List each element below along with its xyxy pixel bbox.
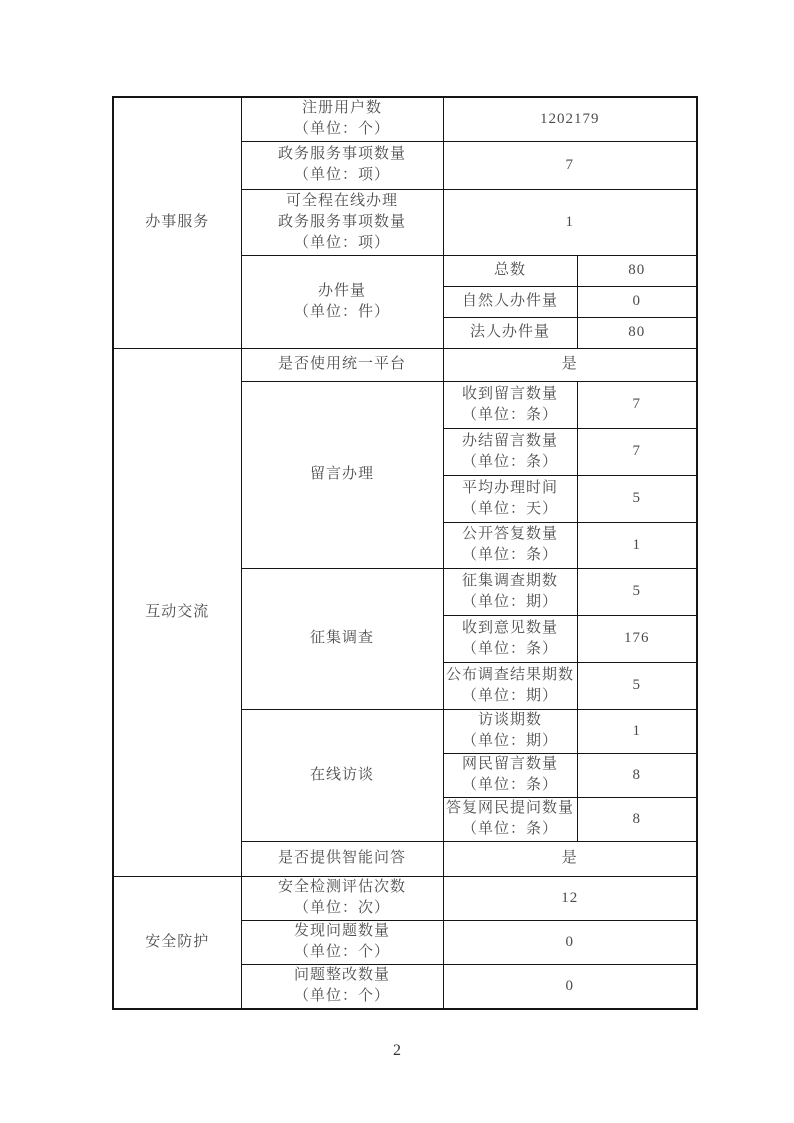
- sub-unit-line: （单位：期）: [461, 687, 558, 704]
- sub-label-messages-received: [443, 381, 577, 428]
- sub-label-line: 访谈期数: [477, 712, 542, 728]
- value-messages-received: 7: [577, 381, 697, 428]
- item-label-line: 注册用户数: [301, 100, 382, 117]
- value-smart-qa: 是: [443, 841, 697, 876]
- sub-label-messages-resolved: [443, 428, 577, 475]
- item-label-smart-qa: 是否提供智能问答: [241, 841, 443, 876]
- item-unit-line: （单位：件）: [293, 303, 390, 320]
- item-unit-line: （单位：项）: [293, 167, 390, 183]
- sub-unit-line: （单位：天）: [461, 500, 558, 517]
- page-number: 2: [393, 1042, 401, 1059]
- sub-label-line: 办结留言数量: [461, 432, 558, 449]
- sub-label-interview-periods: [443, 709, 577, 753]
- sub-label-legal-person: 法人办件量: [443, 317, 577, 348]
- category-cell-interaction: 互动交流: [113, 348, 241, 876]
- sub-label-results-published: [443, 662, 577, 709]
- item-label-service-items: [241, 141, 443, 189]
- sub-unit-line: （单位：条）: [461, 821, 558, 837]
- item-label-unified-platform: 是否使用统一平台: [241, 348, 443, 381]
- value-problems-found: 0: [443, 920, 697, 964]
- value-security-checks: 12: [443, 876, 697, 920]
- item-label-problems-found: [241, 920, 443, 964]
- sub-unit-line: （单位：条）: [461, 640, 558, 657]
- item-label-line: 政务服务事项数量: [277, 146, 406, 162]
- value-registered-users: 1202179: [443, 97, 697, 141]
- value-results-published: 5: [577, 662, 697, 709]
- group-label-survey: 征集调查: [241, 568, 443, 709]
- sub-unit-line: （单位：期）: [461, 593, 558, 610]
- category-cell-service: 办事服务: [113, 97, 241, 348]
- value-problems-fixed: 0: [443, 964, 697, 1009]
- sub-unit-line: （单位：期）: [461, 733, 558, 749]
- value-legal-person: 80: [577, 317, 697, 348]
- sub-label-total: 总数: [443, 255, 577, 286]
- value-messages-resolved: 7: [577, 428, 697, 475]
- sub-label-line: 收到意见数量: [461, 619, 558, 636]
- sub-label-netizen-replies: [443, 797, 577, 841]
- sub-unit-line: （单位：条）: [461, 453, 558, 470]
- value-interview-periods: 1: [577, 709, 697, 753]
- table-row: [113, 97, 697, 141]
- sub-label-line: 公开答复数量: [461, 526, 558, 542]
- sub-label-line: 网民留言数量: [461, 756, 558, 772]
- sub-label-average-handling-time: [443, 475, 577, 522]
- item-label-online-service-items: [241, 189, 443, 255]
- sub-unit-line: （单位：条）: [461, 406, 558, 423]
- sub-label-line: 公布调查结果期数: [445, 666, 574, 683]
- sub-label-public-replies: [443, 522, 577, 568]
- value-online-service-items: 1: [443, 189, 697, 255]
- value-netizen-replies: 8: [577, 797, 697, 841]
- sub-label-opinions-received: [443, 615, 577, 662]
- item-label-registered-users: [241, 97, 443, 141]
- table-row: [113, 348, 697, 381]
- value-unified-platform: 是: [443, 348, 697, 381]
- item-unit-line: （单位：次）: [293, 900, 390, 916]
- report-table: [112, 96, 698, 1010]
- value-netizen-messages: 8: [577, 753, 697, 797]
- sub-label-line: 征集调查期数: [461, 572, 558, 589]
- sub-label-line: 答复网民提问数量: [445, 800, 574, 816]
- sub-label-netizen-messages: [443, 753, 577, 797]
- item-unit-line: （单位：个）: [293, 121, 390, 138]
- item-unit-line: （单位：个）: [293, 944, 390, 960]
- group-label-message-handling: 留言办理: [241, 381, 443, 568]
- item-label-problems-fixed: [241, 964, 443, 1009]
- value-public-replies: 1: [577, 522, 697, 568]
- item-label-security-checks: [241, 876, 443, 920]
- category-cell-security: 安全防护: [113, 876, 241, 1009]
- sub-unit-line: （单位：条）: [461, 547, 558, 563]
- item-unit-line: （单位：个）: [293, 988, 390, 1005]
- item-unit-line: （单位：项）: [293, 234, 390, 251]
- sub-label-line: 平均办理时间: [461, 479, 558, 496]
- value-opinions-received: 176: [577, 615, 697, 662]
- item-label-line: 发现问题数量: [293, 923, 390, 939]
- item-label-line: 办件量: [317, 282, 366, 299]
- sub-label-line: 收到留言数量: [461, 385, 558, 402]
- item-label-line: 问题整改数量: [293, 967, 390, 984]
- value-service-items: 7: [443, 141, 697, 189]
- value-natural-person: 0: [577, 286, 697, 317]
- value-survey-periods: 5: [577, 568, 697, 615]
- value-total: 80: [577, 255, 697, 286]
- group-label-online-interview: 在线访谈: [241, 709, 443, 841]
- sub-unit-line: （单位：条）: [461, 777, 558, 793]
- item-label-line: 安全检测评估次数: [277, 879, 406, 895]
- table-row: [113, 876, 697, 920]
- item-label-line: 政务服务事项数量: [277, 213, 406, 230]
- sub-label-natural-person: 自然人办件量: [443, 286, 577, 317]
- group-label-case-volume: [241, 255, 443, 348]
- sub-label-survey-periods: [443, 568, 577, 615]
- value-average-handling-time: 5: [577, 475, 697, 522]
- item-label-line: 可全程在线办理: [285, 192, 398, 209]
